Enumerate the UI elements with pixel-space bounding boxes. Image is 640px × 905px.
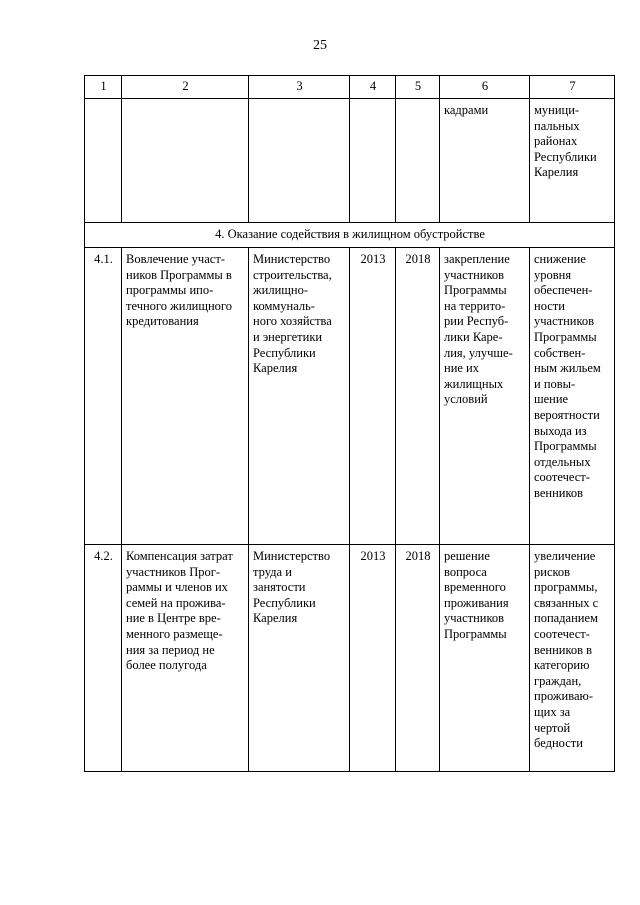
column-number: 1 — [85, 76, 122, 99]
start-year: 2013 — [350, 248, 396, 545]
column-number: 5 — [396, 76, 440, 99]
measure-number: 4.2. — [85, 545, 122, 772]
effect-cell: увеличение рисков программы, связанных с попаданием соотечест- венников в категорию граждан, проживаю- щих за чертой бедности — [530, 545, 615, 772]
empty-cell — [396, 99, 440, 223]
result-cell: решение вопроса временного проживания участников Программы — [440, 545, 530, 772]
table-row — [85, 248, 615, 545]
measure-description: Вовлечение участ- ников Программы в программы ипо- течного жилищного кредитования — [122, 248, 249, 545]
executor-cell: Министерство труда и занятости Республики Карелия — [249, 545, 350, 772]
table-row — [85, 545, 615, 772]
measure-description: Компенсация затрат участников Прог- раммы и членов их семей на прожива- ние в Центре вре- менного размеще- ния за период не более полугода — [122, 545, 249, 772]
effect-cell: муници- пальных районах Республики Карелия — [530, 99, 615, 223]
column-numbers-row — [85, 76, 615, 99]
column-number: 4 — [350, 76, 396, 99]
empty-cell — [122, 99, 249, 223]
column-number: 7 — [530, 76, 615, 99]
empty-cell — [85, 99, 122, 223]
effect-cell: снижение уровня обеспечен- ности участников Программы собствен- ным жильем и повы- шение вероятности выхода из Программы отдельных соотечест- венников — [530, 248, 615, 545]
result-cell: закрепление участников Программы на террито- рии Респуб- лики Каре- лия, улучше- ние их жилищных условий — [440, 248, 530, 545]
empty-cell — [249, 99, 350, 223]
page-number: 25 — [313, 38, 327, 53]
end-year: 2018 — [396, 545, 440, 772]
section-title: 4. Оказание содействия в жилищном обустройстве — [85, 223, 615, 248]
end-year: 2018 — [396, 248, 440, 545]
empty-cell — [350, 99, 396, 223]
section-heading-row — [85, 223, 615, 248]
measure-number: 4.1. — [85, 248, 122, 545]
executor-cell: Министерство строительства, жилищно- коммуналь- ного хозяйства и энергетики Республики Карелия — [249, 248, 350, 545]
column-number: 6 — [440, 76, 530, 99]
continuation-row — [85, 99, 615, 223]
column-number: 2 — [122, 76, 249, 99]
start-year: 2013 — [350, 545, 396, 772]
column-number: 3 — [249, 76, 350, 99]
program-measures-table — [84, 75, 615, 772]
result-cell: кадрами — [440, 99, 530, 223]
